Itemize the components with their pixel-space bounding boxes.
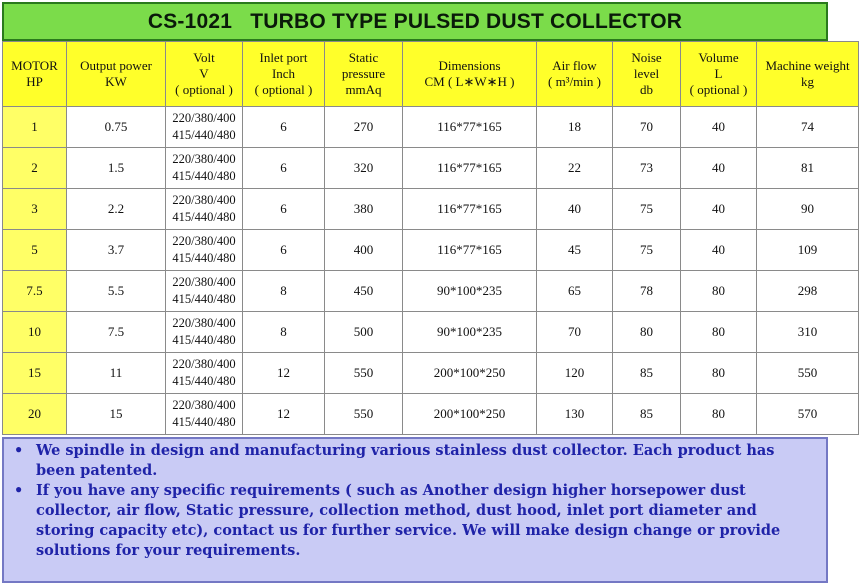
cell-volume: 80 [681, 353, 757, 394]
cell-machine-weight: 298 [757, 271, 859, 312]
cell-dimensions: 116*77*165 [403, 148, 537, 189]
cell-inlet-port: 8 [243, 312, 325, 353]
cell-motor-hp: 2 [3, 148, 67, 189]
cell-static-pressure: 320 [325, 148, 403, 189]
cell-volume: 40 [681, 230, 757, 271]
cell-volt [166, 107, 243, 148]
cell-volume: 80 [681, 271, 757, 312]
cell-static-pressure: 550 [325, 353, 403, 394]
table-row [3, 107, 859, 148]
volt-line: 220/380/400 [172, 193, 236, 207]
note-item [12, 481, 818, 561]
cell-volume: 80 [681, 394, 757, 435]
volt-line: 220/380/400 [172, 357, 236, 371]
cell-machine-weight: 81 [757, 148, 859, 189]
cell-static-pressure: 270 [325, 107, 403, 148]
cell-motor-hp: 1 [3, 107, 67, 148]
cell-noise-level: 78 [613, 271, 681, 312]
volt-line: 415/440/480 [172, 128, 236, 142]
note-text: If you have any specific requirements ( such as Another design higher horsepower dust collector, air flow, Static pressure, collection method, dust hood, inlet port diameter and storing capacity etc), contact us for further service. We will make design change or provide solutions for your requirements. [36, 482, 781, 559]
cell-air-flow: 45 [537, 230, 613, 271]
notes-panel [2, 437, 828, 583]
cell-machine-weight: 74 [757, 107, 859, 148]
table-row [3, 148, 859, 189]
cell-volt [166, 148, 243, 189]
cell-output-power: 11 [67, 353, 166, 394]
note-text: We spindle in design and manufacturing various stainless dust collector. Each product has been patented. [36, 442, 775, 479]
cell-inlet-port: 12 [243, 394, 325, 435]
cell-output-power: 15 [67, 394, 166, 435]
cell-noise-level: 75 [613, 189, 681, 230]
cell-motor-hp: 20 [3, 394, 67, 435]
cell-static-pressure: 550 [325, 394, 403, 435]
cell-motor-hp: 5 [3, 230, 67, 271]
header-static-pressure: Static pressure mmAq [325, 42, 403, 107]
cell-machine-weight: 550 [757, 353, 859, 394]
bullet-icon: • [14, 482, 24, 499]
table-row [3, 271, 859, 312]
volt-line: 415/440/480 [172, 333, 236, 347]
volt-line: 415/440/480 [172, 251, 236, 265]
volt-line: 220/380/400 [172, 152, 236, 166]
cell-output-power: 7.5 [67, 312, 166, 353]
cell-noise-level: 75 [613, 230, 681, 271]
cell-dimensions: 116*77*165 [403, 230, 537, 271]
cell-motor-hp: 15 [3, 353, 67, 394]
header-inlet-port: Inlet port Inch ( optional ) [243, 42, 325, 107]
volt-line: 415/440/480 [172, 415, 236, 429]
cell-motor-hp: 7.5 [3, 271, 67, 312]
volt-line: 220/380/400 [172, 111, 236, 125]
cell-volt [166, 189, 243, 230]
header-machine-weight: Machine weight kg [757, 42, 859, 107]
cell-noise-level: 70 [613, 107, 681, 148]
cell-output-power: 2.2 [67, 189, 166, 230]
cell-air-flow: 120 [537, 353, 613, 394]
header-noise-level: Noise level db [613, 42, 681, 107]
cell-static-pressure: 400 [325, 230, 403, 271]
spec-table-body [3, 107, 859, 435]
cell-output-power: 1.5 [67, 148, 166, 189]
cell-air-flow: 40 [537, 189, 613, 230]
header-air-flow: Air flow ( m³/min ) [537, 42, 613, 107]
cell-air-flow: 18 [537, 107, 613, 148]
page-title: CS-1021 TURBO TYPE PULSED DUST COLLECTOR [2, 2, 828, 41]
cell-inlet-port: 6 [243, 189, 325, 230]
volt-line: 415/440/480 [172, 169, 236, 183]
header-motor-hp: MOTOR HP [3, 42, 67, 107]
cell-output-power: 3.7 [67, 230, 166, 271]
header-volume: Volume L ( optional ) [681, 42, 757, 107]
cell-machine-weight: 109 [757, 230, 859, 271]
cell-inlet-port: 12 [243, 353, 325, 394]
volt-line: 220/380/400 [172, 316, 236, 330]
cell-machine-weight: 90 [757, 189, 859, 230]
cell-dimensions: 200*100*250 [403, 394, 537, 435]
volt-line: 220/380/400 [172, 234, 236, 248]
volt-line: 220/380/400 [172, 398, 236, 412]
volt-line: 415/440/480 [172, 292, 236, 306]
cell-static-pressure: 380 [325, 189, 403, 230]
cell-volume: 80 [681, 312, 757, 353]
volt-line: 415/440/480 [172, 210, 236, 224]
cell-dimensions: 90*100*235 [403, 271, 537, 312]
cell-motor-hp: 3 [3, 189, 67, 230]
bullet-icon: • [14, 442, 24, 459]
cell-inlet-port: 8 [243, 271, 325, 312]
note-item [12, 441, 818, 481]
cell-volt [166, 353, 243, 394]
cell-noise-level: 80 [613, 312, 681, 353]
cell-machine-weight: 570 [757, 394, 859, 435]
volt-line: 415/440/480 [172, 374, 236, 388]
spec-table [2, 41, 859, 435]
cell-noise-level: 73 [613, 148, 681, 189]
table-row [3, 312, 859, 353]
header-output-power: Output power KW [67, 42, 166, 107]
volt-line: 220/380/400 [172, 275, 236, 289]
header-dimensions: Dimensions CM ( L∗W∗H ) [403, 42, 537, 107]
cell-machine-weight: 310 [757, 312, 859, 353]
cell-inlet-port: 6 [243, 148, 325, 189]
cell-static-pressure: 450 [325, 271, 403, 312]
cell-output-power: 0.75 [67, 107, 166, 148]
header-volt: Volt V ( optional ) [166, 42, 243, 107]
cell-air-flow: 22 [537, 148, 613, 189]
cell-air-flow: 65 [537, 271, 613, 312]
cell-output-power: 5.5 [67, 271, 166, 312]
cell-air-flow: 130 [537, 394, 613, 435]
cell-volt [166, 230, 243, 271]
cell-inlet-port: 6 [243, 107, 325, 148]
cell-dimensions: 200*100*250 [403, 353, 537, 394]
cell-inlet-port: 6 [243, 230, 325, 271]
cell-volt [166, 394, 243, 435]
cell-volume: 40 [681, 189, 757, 230]
cell-volume: 40 [681, 148, 757, 189]
cell-dimensions: 116*77*165 [403, 189, 537, 230]
cell-volume: 40 [681, 107, 757, 148]
table-row [3, 189, 859, 230]
table-row [3, 230, 859, 271]
table-row [3, 353, 859, 394]
cell-static-pressure: 500 [325, 312, 403, 353]
cell-noise-level: 85 [613, 394, 681, 435]
cell-noise-level: 85 [613, 353, 681, 394]
cell-air-flow: 70 [537, 312, 613, 353]
cell-dimensions: 116*77*165 [403, 107, 537, 148]
table-header-row [3, 42, 859, 107]
cell-motor-hp: 10 [3, 312, 67, 353]
cell-volt [166, 271, 243, 312]
table-row [3, 394, 859, 435]
cell-volt [166, 312, 243, 353]
cell-dimensions: 90*100*235 [403, 312, 537, 353]
